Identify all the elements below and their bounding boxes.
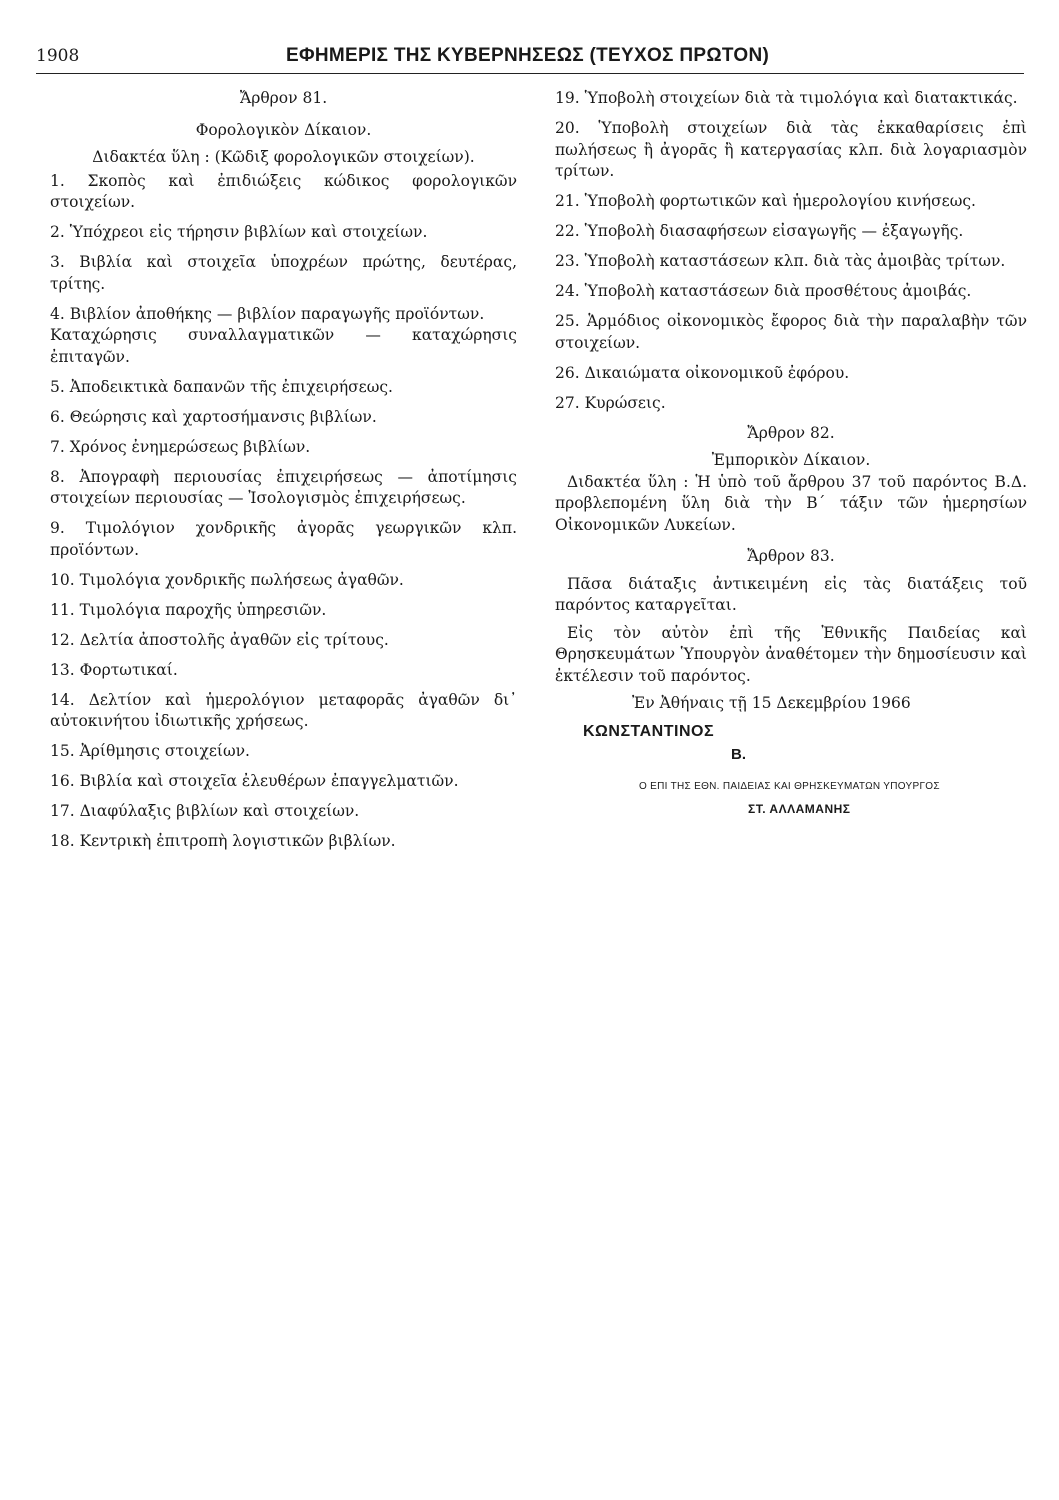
article-82-text: Διδακτέα ὕλη : Ἡ ὑπὸ τοῦ ἄρθρου 37 τοῦ παρόντος Β.Δ. προβλεπομένη ὕλη διὰ τὴν Β΄ τάξιν τῶν ἡμερησίων Οἰκονομικῶν Λυκείων. xyxy=(555,472,1027,534)
list-item: 15. Ἀρίθμησις στοιχείων. xyxy=(50,742,250,760)
page-number: 1908 xyxy=(36,46,80,66)
list-item: 2. Ὑπόχρεοι εἰς τήρησιν βιβλίων καὶ στοιχείων. xyxy=(50,223,428,241)
article-83-para2: Εἰς τὸν αὐτὸν ἐπὶ τῆς Ἐθνικῆς Παιδείας καὶ Θρησκευμάτων Ὑπουργὸν ἀναθέτομεν τὴν δημοσίευσιν καὶ ἐκτέλεσιν τοῦ παρόντος. xyxy=(555,623,1027,685)
article-83-heading: Ἄρθρον 83. xyxy=(747,547,835,565)
list-item: 19. Ὑποβολὴ στοιχείων διὰ τὰ τιμολόγια καὶ διατακτικάς. xyxy=(555,89,1018,107)
list-item: 3. Βιβλία καὶ στοιχεῖα ὑποχρέων πρώτης, δευτέρας, τρίτης. xyxy=(50,253,517,293)
header-rule xyxy=(36,73,1024,74)
list-item: 4. Βιβλίον ἀποθήκης — βιβλίον παραγωγῆς προϊόντων. xyxy=(50,304,485,323)
article-81-heading: Ἄρθρον 81. xyxy=(239,89,328,107)
list-item: 20. Ὑποβολὴ στοιχείων διὰ τὰς ἐκκαθαρίσεις ἐπὶ πωλήσεως ἢ ἀγορᾶς ἢ κατεργασίας κλπ. διὰ λογαριασμὸν τρίτων. xyxy=(555,119,1027,180)
list-item: 27. Κυρώσεις. xyxy=(555,393,666,412)
list-item: 10. Τιμολόγια χονδρικῆς πωλήσεως ἀγαθῶν. xyxy=(50,570,404,589)
list-item: 21. Ὑποβολὴ φορτωτικῶν καὶ ἡμερολογίου κινήσεως. xyxy=(555,192,976,210)
list-item: 24. Ὑποβολὴ καταστάσεων διὰ προσθέτους ἀμοιβάς. xyxy=(555,282,972,300)
signature-date: Ἐν Ἀθήναις τῇ 15 Δεκεμβρίου 1966 xyxy=(632,694,911,712)
list-item: 6. Θεώρησις καὶ χαρτοσήμανσις βιβλίων. xyxy=(50,407,377,426)
minister-signature: ΣΤ. ΑΛΛΑΜΑΝΗΣ xyxy=(748,802,851,816)
list-item: 17. Διαφύλαξις βιβλίων καὶ στοιχείων. xyxy=(50,802,360,820)
king-signature: ΚΩΝΣΤΑΝΤΙΝΟΣ xyxy=(583,722,715,740)
list-item: 23. Ὑποβολὴ καταστάσεων κλπ. διὰ τὰς ἀμοιβὰς τρίτων. xyxy=(555,252,1006,270)
right-column xyxy=(555,88,1027,821)
article-81-subject: Φορολογικὸν Δίκαιον. xyxy=(195,120,372,139)
list-item: 16. Βιβλία καὶ στοιχεῖα ἐλευθέρων ἐπαγγελματιῶν. xyxy=(50,772,459,790)
list-item: 25. Ἁρμόδιος οἰκονομικὸς ἔφορος διὰ τὴν παραλαβὴν τῶν στοιχείων. xyxy=(555,312,1027,352)
left-column xyxy=(50,88,517,861)
minister-title: Ο ΕΠΙ ΤΗΣ ΕΘΝ. ΠΑΙΔΕΙΑΣ ΚΑΙ ΘΡΗΣΚΕΥΜΑΤΩΝ ΥΠΟΥΡΓΟΣ xyxy=(639,780,940,792)
list-item: 26. Δικαιώματα οἰκονομικοῦ ἐφόρου. xyxy=(555,363,850,382)
list-item: 9. Τιμολόγιον χονδρικῆς ἀγορᾶς γεωργικῶν κλπ. προϊόντων. xyxy=(50,519,517,559)
list-item-continuation: Καταχώρησις συναλλαγματικῶν — καταχώρησις ἐπιταγῶν. xyxy=(50,326,517,366)
king-initial: Β. xyxy=(731,746,746,763)
list-item: 12. Δελτία ἀποστολῆς ἀγαθῶν εἰς τρίτους. xyxy=(50,630,389,649)
list-item: 11. Τιμολόγια παροχῆς ὑπηρεσιῶν. xyxy=(50,600,327,619)
article-83-para1: Πᾶσα διάταξις ἀντικειμένη εἰς τὰς διατάξεις τοῦ παρόντος καταργεῖται. xyxy=(555,574,1027,614)
list-item: 13. Φορτωτικαί. xyxy=(50,660,178,679)
list-item: 5. Ἀποδεικτικὰ δαπανῶν τῆς ἐπιχειρήσεως. xyxy=(50,377,393,396)
article-81-syllabus: Διδακτέα ὕλη : (Κῶδιξ φορολογικῶν στοιχείων). xyxy=(92,148,475,166)
article-82-heading: Ἄρθρον 82. xyxy=(747,423,835,442)
list-item: 8. Ἀπογραφὴ περιουσίας ἐπιχειρήσεως — ἀποτίμησις στοιχείων περιουσίας — Ἰσολογισμὸς ἐπιχειρήσεως. xyxy=(50,467,517,507)
gazette-title: ΕΦΗΜΕΡΙΣ ΤΗΣ ΚΥΒΕΡΝΗΣΕΩΣ (ΤΕΥΧΟΣ ΠΡΩΤΟΝ) xyxy=(286,45,770,66)
list-item: 22. Ὑποβολὴ διασαφήσεων εἰσαγωγῆς — ἐξαγωγῆς. xyxy=(555,222,964,240)
list-item: 1. Σκοπὸς καὶ ἐπιδιώξεις κώδικος φορολογικῶν στοιχείων. xyxy=(50,171,517,211)
list-item: 7. Χρόνος ἐνημερώσεως βιβλίων. xyxy=(50,437,311,456)
list-item: 18. Κεντρικὴ ἐπιτροπὴ λογιστικῶν βιβλίων. xyxy=(50,832,396,850)
article-82-subject: Ἐμπορικὸν Δίκαιον. xyxy=(711,451,871,469)
list-item: 14. Δελτίον καὶ ἡμερολόγιον μεταφορᾶς ἀγαθῶν δι᾽ αὐτοκινήτου ἰδιωτικῆς χρήσεως. xyxy=(50,690,517,730)
